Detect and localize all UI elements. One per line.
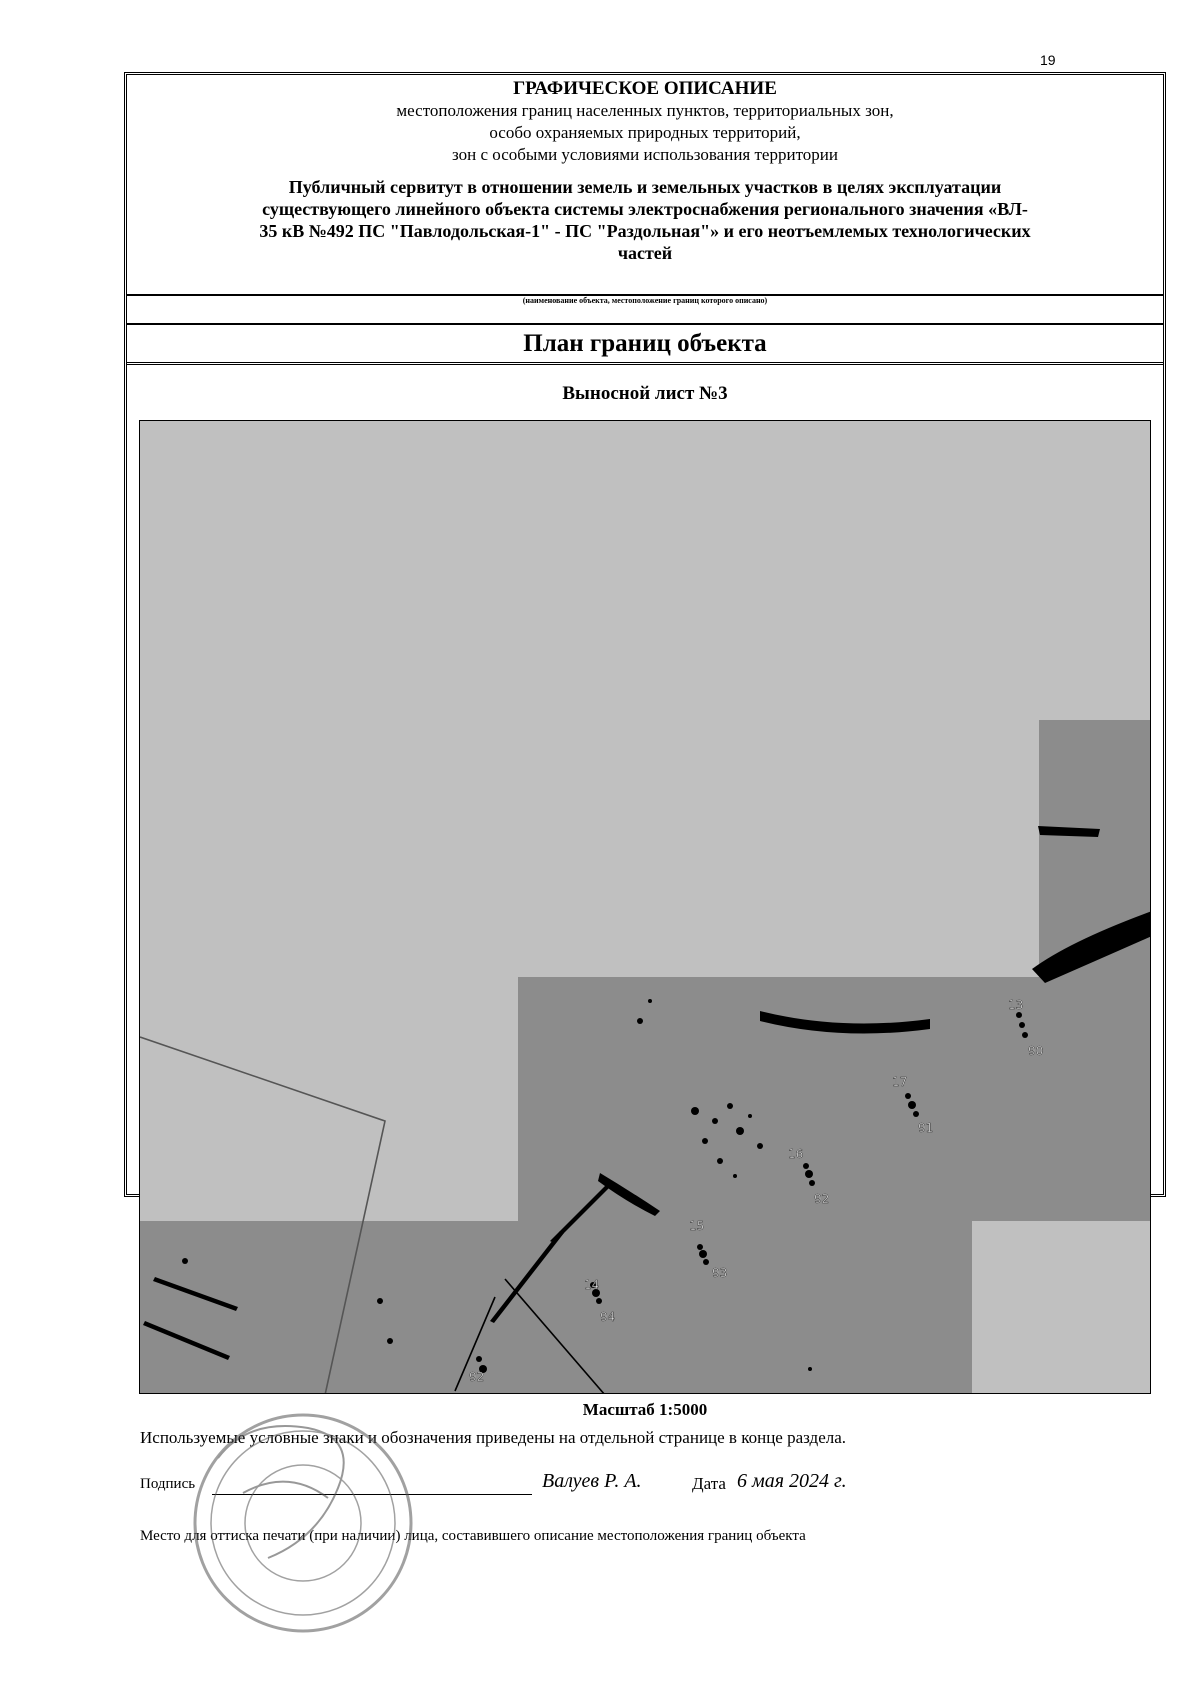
map-svg: [140, 421, 1151, 1394]
point-label: 94: [600, 1310, 616, 1324]
object-name-line-2: существующего линейного объекта системы электроснабжения регионального значения «ВЛ-: [262, 199, 1028, 219]
point-label: 92: [469, 1370, 485, 1384]
map-area: [139, 420, 1151, 1394]
subtitle-line-1: местоположения границ населенных пунктов, территориальных зон,: [396, 101, 894, 120]
official-seal: [188, 1398, 418, 1648]
date-value: 6 мая 2024 г.: [737, 1470, 847, 1492]
map-scale: Масштаб 1:5000: [582, 1400, 708, 1419]
sheet-title: Выносной лист №3: [562, 383, 728, 404]
imagery-region-left: [140, 1221, 520, 1394]
point-label: 90: [1028, 1044, 1044, 1058]
date-label: Дата: [692, 1474, 726, 1493]
point-label: 17: [892, 1075, 908, 1089]
point-label: 92: [814, 1192, 830, 1206]
object-name-line-4: частей: [617, 243, 673, 263]
signature-label: Подпись: [140, 1476, 196, 1492]
object-name: [126, 176, 1164, 264]
point-label: 91: [918, 1121, 934, 1135]
signer-name: Валуев Р. А.: [542, 1470, 642, 1492]
document-title: ГРАФИЧЕСКОЕ ОПИСАНИЕ: [513, 78, 777, 99]
legend-note: Используемые условные знаки и обозначения приведены на отдельной странице в конце раздела.: [140, 1428, 847, 1447]
point-label: 16: [788, 1147, 804, 1161]
subtitle-line-2: особо охраняемых природных территорий,: [489, 123, 801, 142]
subtitle-line-3: зон с особыми условиями использования территории: [452, 145, 838, 164]
point-label: 14: [584, 1278, 600, 1292]
object-name-line-3: 35 кВ №492 ПС "Павлодольская-1" - ПС "Раздольная"» и его неотъемлемых технологических: [259, 221, 1031, 241]
seal-note: Место для оттиска печати (при наличии) лица, составившего описание местоположения границ объекта: [140, 1528, 806, 1544]
point-label: 15: [689, 1219, 705, 1233]
page-number: 19: [1040, 52, 1056, 68]
point-label: 13: [1008, 998, 1024, 1012]
object-name-line-1: Публичный сервитут в отношении земель и земельных участков в целях эксплуатации: [288, 177, 1002, 197]
object-caption: (наименование объекта, местоположение границ которого описано): [126, 295, 1164, 325]
point-label: 93: [712, 1266, 728, 1280]
plan-title: План границ объекта: [126, 325, 1164, 365]
imagery-region-bottom: [520, 1221, 972, 1394]
header-block: [126, 74, 1164, 296]
plain-region-bottom-right: [972, 1236, 1151, 1394]
